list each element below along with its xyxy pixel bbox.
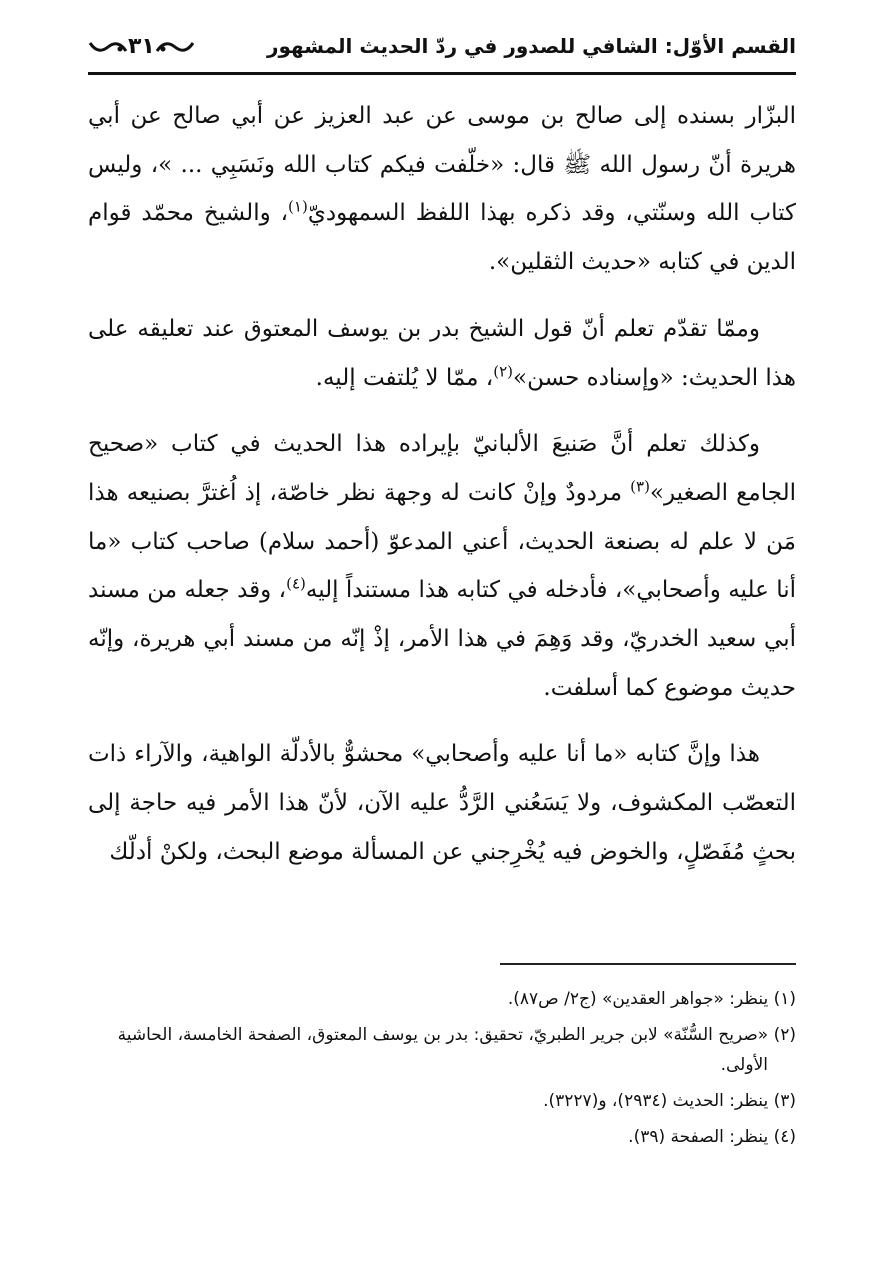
footnote-ref: (٢) [493, 361, 514, 380]
paragraph: وكذلك تعلم أنَّ صَنيعَ الألبانيّ بإيراده هذا الحديث في كتاب «صحيح الجامع الصغير»$^{(٣)}$ مردودٌ وإنْ كانت له وجهة نظر خاصّة، إذ اُغترَّ بصنيعه هذا مَن لا علم له بصنعة الحديث، أعني المدعوّ (أحمد سلام) صاحب كتاب «ما أنا عليه وأصحابي»، فأدخله في كتابه هذا مستنداً إليه$^{(٤)}$، وقد جعله من مسند أبي سعيد الخدريّ، وقد وَهِمَ في هذا الأمر، إذْ إنّه من مسند أبي هريرة، وإنّه حديث موضوع كما أسلفت. [88, 431, 796, 701]
paragraph: هذا وإنَّ كتابه «ما أنا عليه وأصحابي» محشوٌّ بالأدلّة الواهية، والآراء ذات التعصّب المكشوف، ولا يَسَعُني الرَّدُّ عليه الآن، لأنّ هذا الأمر فيه حاجة إلى بحثٍ مُفَصّلٍ، والخوض فيه يُخْرِجني عن المسألة موضع البحث، ولكنْ أدلّك [88, 741, 796, 865]
footnote: (١) ينظر: «جواهر العقدين» (ج٢/ ص٨٧). [507, 989, 796, 1009]
main-text [88, 92, 796, 895]
paragraph: وممّا تقدّم تعلم أنّ قول الشيخ بدر بن يوسف المعتوق عند تعليقه على هذا الحديث: «وإسناده حسن»$^{(٢)}$، ممّا لا يُلتفت إليه. [88, 315, 796, 391]
page-number: ٣١ [128, 33, 155, 59]
ornament-icon [88, 37, 128, 55]
header-rule [88, 72, 796, 75]
footnote-ref: (١) [288, 197, 308, 216]
footnote-separator [500, 963, 796, 965]
running-title: القسم الأوّل: الشافي للصدور في ردّ الحديث المشهور [266, 34, 796, 58]
paragraph: البزّار بسنده إلى صالح بن موسى عن عبد العزيز عن أبي صالح عن أبي هريرة أنّ رسول الله ﷺ قال: «خلّفت فيكم كتاب الله ونَسَبِي ... »، وليس كتاب الله وسنّتي، وقد ذكره بهذا اللفظ السمهوديّ$^{(١)}$، والشيخ محمّد قوام الدين في كتابه «حديث الثقلين». [88, 103, 796, 276]
footnote: (٤) ينظر: الصفحة (٣٩). [628, 1127, 796, 1147]
footnote-ref: (٤) [286, 574, 306, 593]
ornament-icon [155, 37, 195, 55]
footnotes [88, 984, 796, 1158]
page-number-ornament [88, 34, 195, 59]
footnote: (٢) «صريح السُّنّة» لابن جرير الطبريّ، تحقيق: بدر بن يوسف المعتوق، الصفحة الخامسة، الحاشية الأولى. [117, 1025, 796, 1075]
footnote: (٣) ينظر: الحديث (٢٩٣٤)، و(٣٢٢٧). [543, 1091, 796, 1111]
footnote-ref: (٣) [630, 477, 650, 496]
page-header [88, 26, 796, 66]
